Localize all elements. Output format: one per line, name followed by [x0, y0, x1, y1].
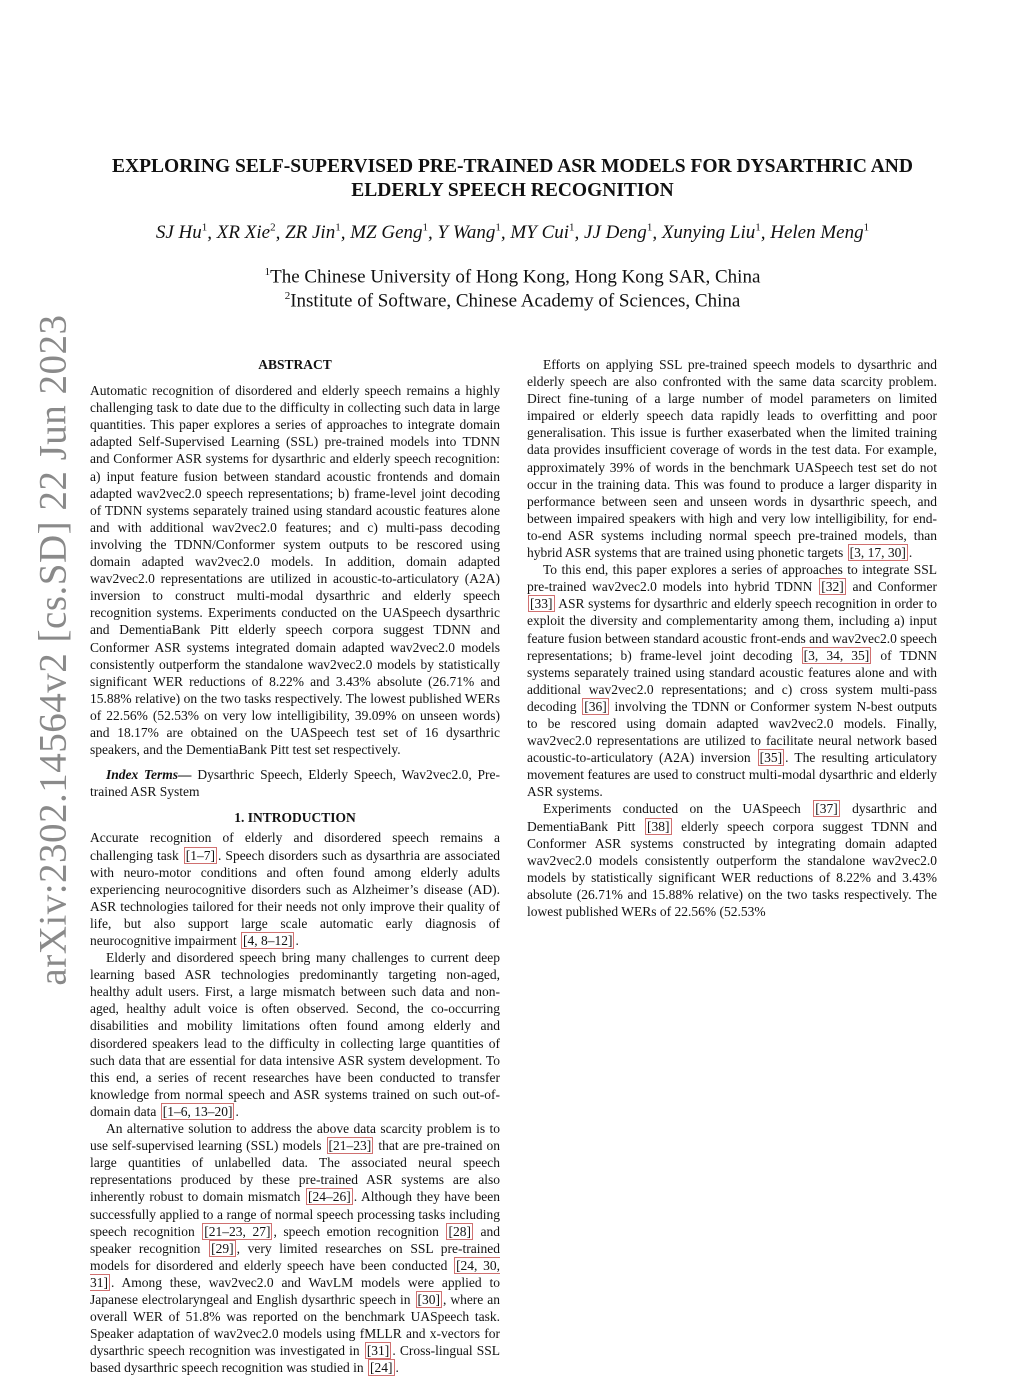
citation-link[interactable]: [31]	[366, 1343, 390, 1359]
citation-link[interactable]: [1–7]	[185, 847, 216, 863]
intro-paragraph-1: Accurate recognition of elderly and disordered speech remains a challenging task [1–7] . Speech disorders such as dysarthria are associated with neuro-motor conditions and often found among elderly adults experiencing neurocognitive disorders such as Alzheimer’s disease (AD). ASR technologies tailored for their needs not only improve their quality of life, but also support large scale automatic early diagnosis of neurocognitive impairment [4, 8–12] .	[90, 830, 500, 948]
citation-link[interactable]: [38]	[647, 818, 670, 834]
intro-paragraph-4: Efforts on applying SSL pre-trained speech models to dysarthric and elderly speech are also confronted with the same data scarcity problem. Direct fine-tuning of a large number of model parameters on limited impaired or elderly speech data rapidly leads to overfitting and poor generalisation. This issue is further exaserbated when the limited training data provides insufficient coverage of words in the test data. For example, approximately 39% of words in the benchmark UASpeech test set do not occur in the training data. This was found to produce a larger disparity in performance between seen and unseen words in dysarthric speech, and between impaired speakers with high and very low intelligibility, for end-to-end ASR systems including normal speech pre-trained models, than hybrid ASR systems that are trained using phonetic targets [3, 17, 30] .	[527, 357, 937, 561]
citation-link[interactable]: [3, 17, 30]	[849, 545, 906, 561]
affiliation-1: $^1$The Chinese University of Hong Kong, Hong Kong SAR, China	[264, 266, 761, 288]
author: Helen Meng$^1$	[770, 222, 870, 244]
author: MY Cui$^1$	[510, 222, 575, 244]
citation-link[interactable]: [4, 8–12]	[242, 933, 293, 948]
citation-link[interactable]: [36]	[584, 698, 607, 714]
citation-link[interactable]: [28]	[448, 1223, 471, 1239]
citation-link[interactable]: [24–26]	[308, 1189, 351, 1205]
citation-link[interactable]: [24, 30, 31]	[90, 1257, 500, 1290]
affiliation-2: $^2$Institute of Software, Chinese Academy of Sciences, China	[284, 290, 741, 312]
arxiv-identifier-stamp	[22, 314, 84, 986]
intro-paragraph-3: An alternative solution to address the above data scarcity problem is to use self-supervised learning (SSL) models [21–23] that are pre-trained on large quantities of unlabelled data. The associated neural speech representations produced by these pre-trained ASR systems are also inherently robust to domain mismatch [24–26] . Although they have been successfully applied to a range of normal speech processing tasks including speech recognition [21–23, 27] , speech emotion recognition [28] and speaker recognition [29] , very limited researches on SSL pre-trained models for disordered and elderly speech have been conducted [24, 30, 31] . Among these, wav2vec2.0 and WavLM models were applied to Japanese electrolaryngeal and English dysarthric speech in [30] , where an overall WER of 51.8% was reported on the benchmark UASpeech task. Speaker adaptation of wav2vec2.0 models using fMLLR and x-vectors for dysarthric speech recognition was investigated in [31] . Cross-lingual SSL based dysarthric speech recognition was studied in [24] .	[90, 1121, 501, 1376]
citation-link[interactable]: [3, 34, 35]	[803, 647, 870, 663]
citation-link[interactable]: [29]	[211, 1240, 234, 1256]
index-terms-label: Index Terms—	[106, 767, 192, 783]
abstract-heading: ABSTRACT	[258, 357, 332, 372]
citation-link[interactable]: [1–6, 13–20]	[162, 1103, 233, 1119]
intro-paragraph-6: Experiments conducted on the UASpeech [37] dysarthric and DementiaBank Pitt [38] elderly speech corpora suggest TDNN and Conformer ASR systems constructed by integrating domain adapted wav2vec2.0 models consistently outperform the standalone wav2vec2.0 models by statistically significant WER reductions of 8.22% and 3.43% absolute (26.71% and 15.88% relative) on the two tasks respectively. The lowest published WERs of 22.56% (52.53%	[527, 801, 938, 919]
intro-paragraph-2: Elderly and disordered speech bring many challenges to current deep learning based ASR technologies predominantly targeting non-aged, healthy adult users. First, a large mismatch between such data and non-aged, healthy adult voice is often observed. Second, the co-occurring disabilities and mobility limitations often found among elderly and disordered speakers lead to the difficulty in collecting large quantities of such data that are essential for data intensive ASR system development. To this end, a series of recent researches have been conducted to transfer knowledge from normal speech and ASR systems trained on such out-of-domain data [1–6, 13–20] .	[90, 950, 500, 1119]
right-column	[527, 356, 937, 920]
citation-link[interactable]: [21–23, 27]	[204, 1223, 271, 1239]
author: JJ Deng$^1$	[584, 222, 653, 244]
left-column	[90, 356, 500, 1376]
author: XR Xie$^2$	[216, 222, 276, 244]
author: SJ Hu$^1$	[155, 222, 208, 244]
introduction-heading: 1. INTRODUCTION	[234, 810, 356, 826]
author: ZR Jin$^1$	[285, 222, 341, 244]
arxiv-identifier-text: arXiv:2302.14564v2 [cs.SD] 22 Jun 2023	[31, 314, 75, 986]
intro-paragraph-5: To this end, this paper explores a series of approaches to integrate SSL pre-trained wav2vec2.0 models into hybrid TDNN [32] and Conformer [33] ASR systems for dysarthric and elderly speech recognition in order to exploit the diversity and complementarity among them, including a) input feature fusion between standard acoustic front-ends and wav2vec2.0 speech representations; b) frame-level joint decoding [3, 34, 35] of TDNN systems separately trained using standard acoustic features alone and with additional wav2vec2.0 representations; and c) cross system multi-pass decoding [36] involving the TDNN or Conformer system N-best outputs to be rescored using domain adapted wav2vec2.0 models. Finally, wav2vec2.0 representations are utilized to facilitate neural network based acoustic-to-articulatory (A2A) inversion [35] . The resulting articulatory movement features are used to construct multi-modal dysarthric and elderly ASR systems.	[527, 562, 937, 800]
author: MZ Geng$^1$	[350, 222, 429, 244]
citation-link[interactable]: [32]	[821, 579, 844, 595]
citation-link[interactable]: [35]	[759, 750, 783, 766]
paper-title: EXPLORING SELF-SUPERVISED PRE-TRAINED ASR MODELS FOR DYSARTHRIC AND ELDERLY SPEECH RECOGNITION	[112, 156, 913, 201]
abstract-text: Automatic recognition of disordered and elderly speech remains a highly challenging task to date due to the difficulty in collecting such data in large quantities. This paper explores a series of approaches to integrate domain adapted Self-Supervised Learning (SSL) pre-trained models into TDNN and Conformer ASR systems for dysarthric and elderly speech recognition: a) input feature fusion between standard acoustic frontends and domain adapted wav2vec2.0 speech representations; b) frame-level joint decoding of TDNN systems separately trained using standard acoustic features alone and with additional wav2vec2.0 features; and c) multi-pass decoding involving the TDNN/Conformer system outputs to be rescored using domain adapted wav2vec2.0 models. In addition, domain adapted wav2vec2.0 representations are utilized in acoustic-to-articulatory (A2A) inversion to construct multi-modal dysarthric and elderly speech recognition systems. Experiments conducted on the UASpeech dysarthric and DementiaBank Pitt elderly speech corpora suggest TDNN and Conformer ASR systems integrated domain adapted wav2vec2.0 models consistently outperform the standalone wav2vec2.0 models by statistically significant WER reductions of 8.22% and 3.43% absolute (26.71% and 15.88% relative) on the two tasks respectively. The lowest published WERs of 22.56% (52.53% on very low intelligibility, 39.09% on unseen words) and 18.17% are obtained on the UASpeech test set of 16 dysarthric speakers, and the DementiaBank Pitt test set respectively.	[90, 383, 500, 758]
index-terms: Index Terms— Dysarthric Speech, Elderly Speech, Wav2vec2.0, Pre-trained ASR System	[90, 767, 500, 800]
citation-link[interactable]: [24]	[370, 1360, 393, 1376]
citation-link[interactable]: [37]	[815, 801, 838, 817]
author-list: SJ Hu$^1$, XR Xie$^2$, ZR Jin$^1$, MZ Geng$^1$, Y Wang$^1$, MY Cui$^1$, JJ Deng$^1$, Xunying Liu$^1$, Helen Meng$^1$	[155, 222, 870, 244]
author: Xunying Liu$^1$	[661, 222, 761, 244]
citation-link[interactable]: [21–23]	[328, 1138, 372, 1154]
citation-link[interactable]: [33]	[530, 596, 553, 612]
author: Y Wang$^1$	[437, 222, 501, 244]
citation-link[interactable]: [30]	[417, 1291, 440, 1307]
